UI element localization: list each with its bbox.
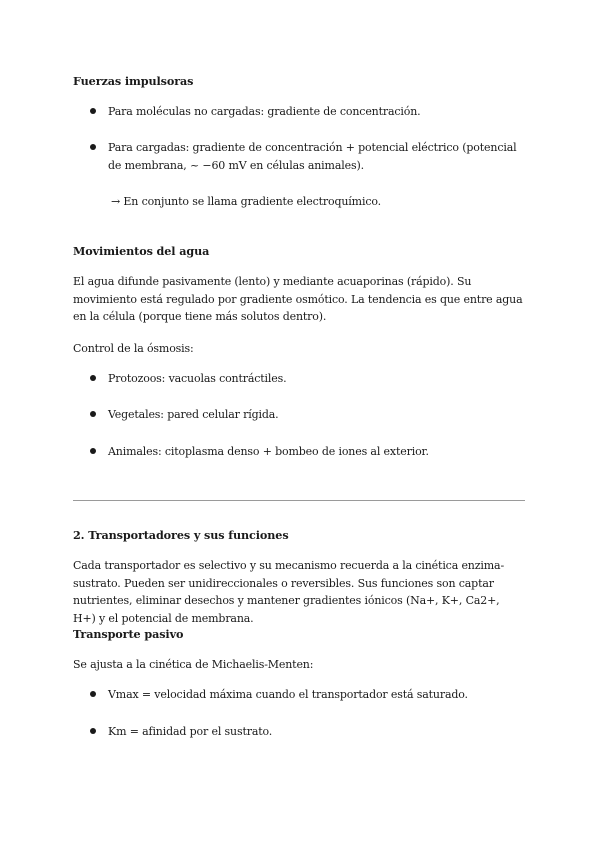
list-item [90,406,520,424]
list-item-text: Para moléculas no cargadas: gradiente de concentración. [108,105,421,118]
bullet-icon [90,375,96,381]
list-item-text: Protozoos: vacuolas contráctiles. [108,372,287,385]
heading-transportadores: 2. Transportadores y sus funciones [73,528,289,542]
heading-transporte-pasivo: Transporte pasivo [73,627,184,641]
horizontal-divider [73,500,525,501]
list-item-text: Para cargadas: gradiente de concentración + potencial eléctrico (potencial de membrana, ~ −60 mV en células animales). [108,141,517,172]
heading-fuerzas-impulsoras: Fuerzas impulsoras [73,74,194,88]
heading-movimientos-agua: Movimientos del agua [73,244,210,258]
bullet-icon [90,108,96,114]
bullet-icon [90,144,96,150]
list-item [90,139,520,175]
bullet-icon [90,411,96,417]
bullet-icon [90,691,96,697]
list-item-text: Animales: citoplasma denso + bombeo de iones al exterior. [108,445,429,458]
list-item-text: Vmax = velocidad máxima cuando el transportador está saturado. [108,688,468,701]
bullet-icon [90,728,96,734]
list-item [90,103,520,121]
list-item [90,443,520,461]
michaelis-menten-intro: Se ajusta a la cinética de Michaelis-Menten: [73,658,314,671]
agua-paragraph: El agua difunde pasivamente (lento) y mediante acuaporinas (rápido). Su movimiento está regulado por gradiente osmótico. La tendencia es que entre agua en la célula (porque tiene más solutos dentro). [73,275,523,323]
list-item [90,686,520,704]
list-item [90,370,520,388]
osmosis-control-label: Control de la ósmosis: [73,342,194,355]
transportadores-paragraph: Cada transportador es selectivo y su mecanismo recuerda a la cinética enzima-sustrato. Pueden ser unidireccionales o reversibles. Sus funciones son captar nutrientes, eliminar desechos y mantener gradientes iónicos (Na+, K+, Ca2+, H+) y el potencial de membrana. [73,559,505,625]
electrochemical-note: → En conjunto se llama gradiente electroquímico. [111,195,381,208]
list-item [90,723,520,741]
list-item-text: Vegetales: pared celular rígida. [108,408,279,421]
list-item-text: Km = afinidad por el sustrato. [108,725,273,738]
bullet-icon [90,448,96,454]
